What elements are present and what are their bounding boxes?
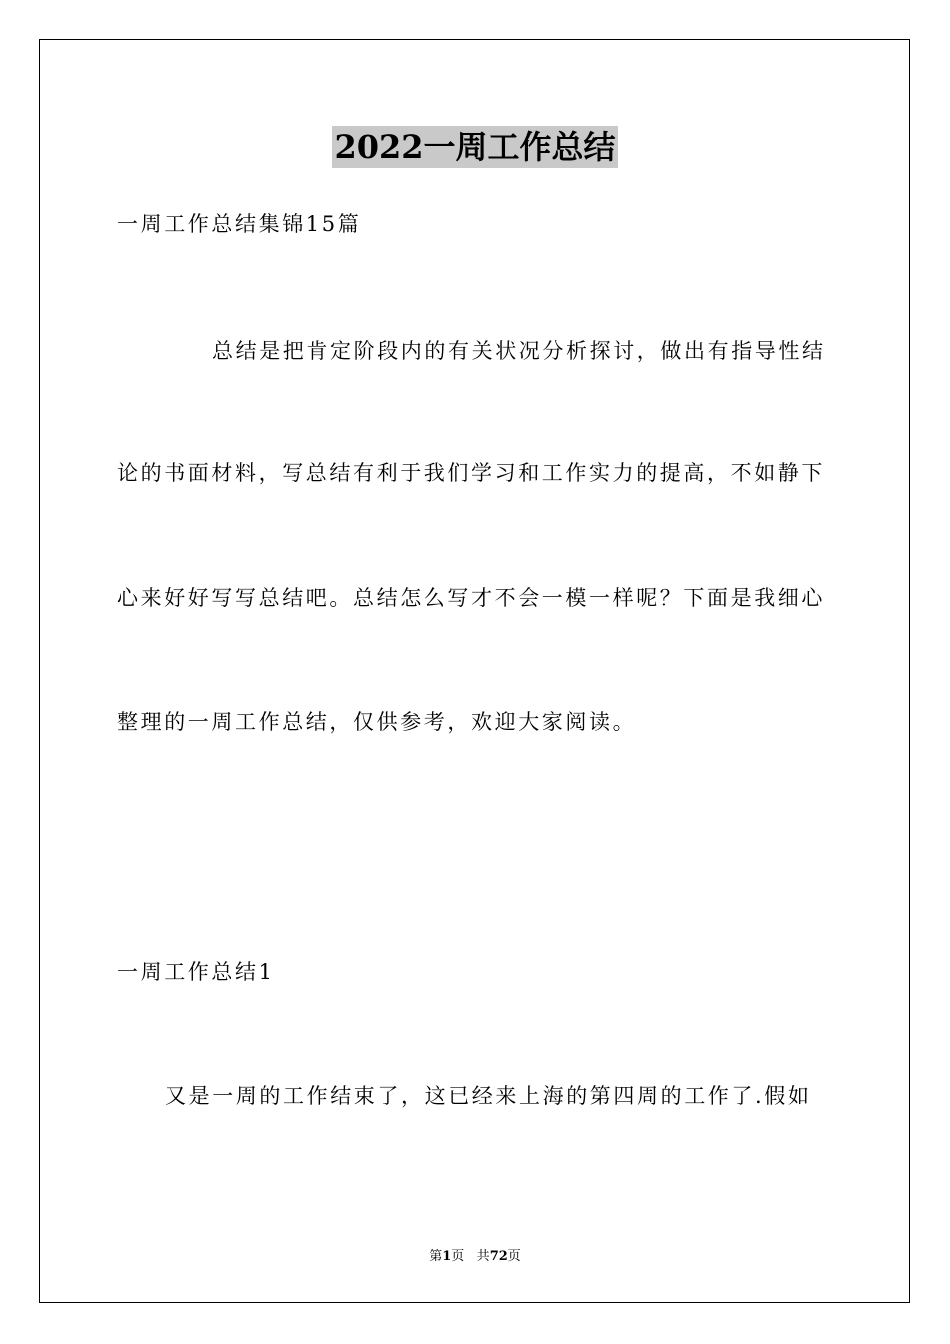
footer-page-current: 1 bbox=[442, 1249, 452, 1264]
footer-total-suffix: 页 bbox=[507, 1249, 521, 1264]
document-subtitle: 一周工作总结集锦15篇 bbox=[117, 212, 362, 236]
section-heading: 一周工作总结1 bbox=[117, 960, 275, 984]
intro-line-2: 论的书面材料，写总结有利于我们学习和工作实力的提高，不如静下 bbox=[117, 461, 825, 485]
footer-page-total: 72 bbox=[489, 1249, 508, 1264]
intro-line-3: 心来好好写写总结吧。总结怎么写才不会一模一样呢？下面是我细心 bbox=[117, 586, 825, 610]
title-container bbox=[0, 126, 950, 168]
intro-line-1: 总结是把肯定阶段内的有关状况分析探讨，做出有指导性结 bbox=[212, 339, 826, 363]
section-body-line-1: 又是一周的工作结束了，这已经来上海的第四周的工作了.假如 bbox=[165, 1084, 812, 1108]
intro-line-4: 整理的一周工作总结，仅供参考，欢迎大家阅读。 bbox=[117, 710, 637, 734]
footer-page-suffix: 页 bbox=[451, 1249, 465, 1264]
document-title: 2022一周工作总结 bbox=[334, 128, 616, 166]
footer-total-prefix: 共 bbox=[476, 1249, 490, 1264]
page-footer bbox=[0, 1248, 950, 1266]
footer-page-prefix: 第 bbox=[429, 1249, 443, 1264]
